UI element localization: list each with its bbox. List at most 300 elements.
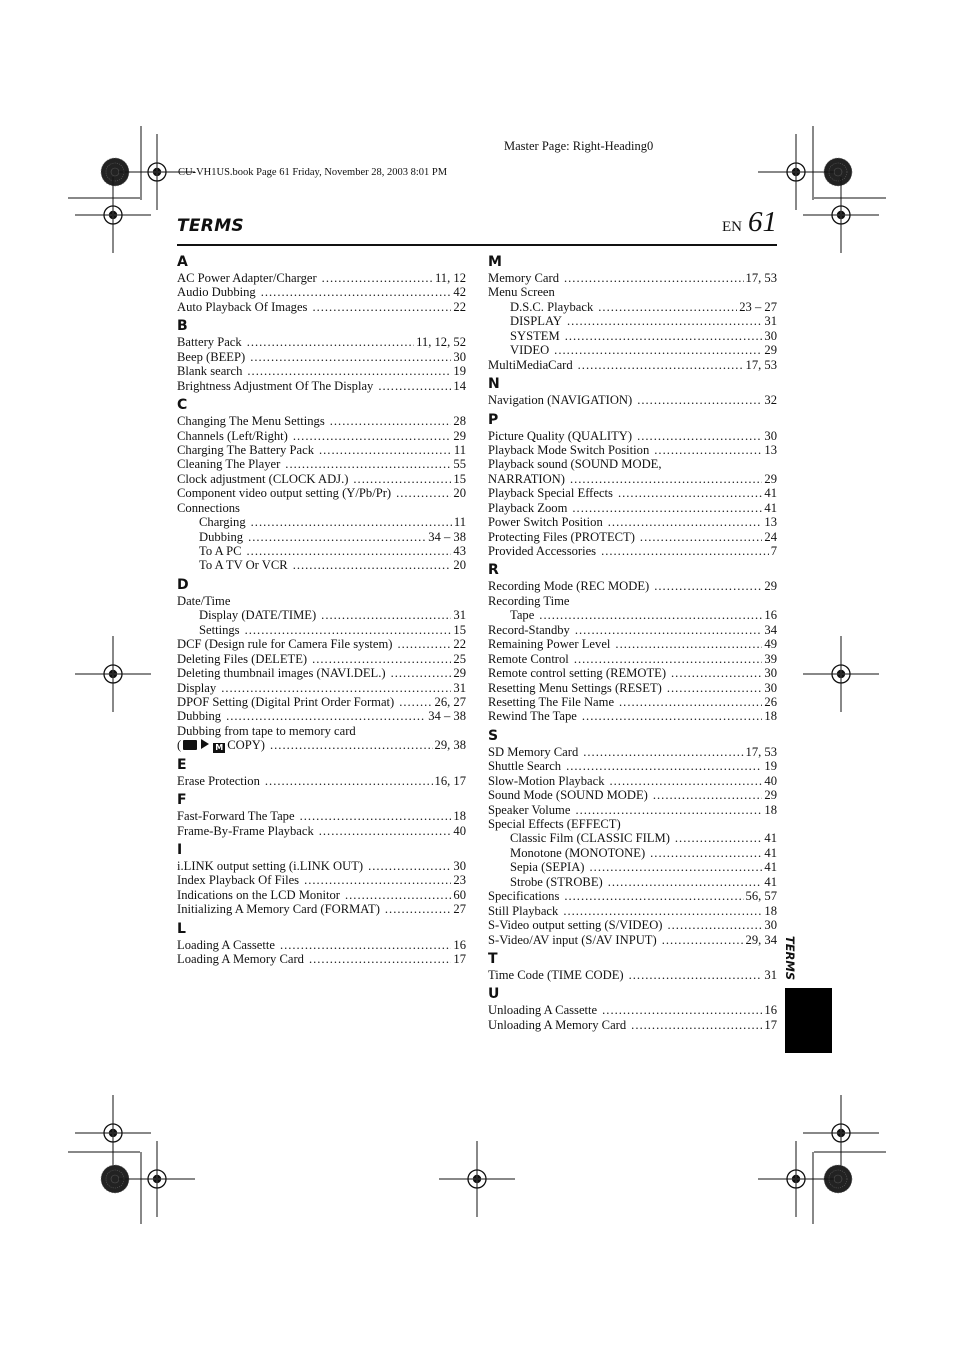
entry-term: S-Video/AV input (S/AV INPUT)	[488, 932, 657, 947]
dot-leader	[248, 530, 426, 544]
index-section-m	[488, 253, 777, 372]
dot-leader	[637, 429, 762, 443]
entry-term: Loading A Cassette	[177, 937, 275, 952]
entry-pages: 22	[453, 637, 466, 652]
entry-pages: 41	[764, 874, 777, 889]
dot-leader	[300, 809, 452, 823]
index-entry	[177, 695, 466, 709]
dot-leader	[671, 666, 762, 680]
dot-leader	[368, 859, 451, 873]
section-letter: D	[177, 576, 189, 593]
entry-pages: 30	[453, 349, 466, 364]
dot-leader	[574, 652, 763, 666]
entry-term: DPOF Setting (Digital Print Order Format)	[177, 694, 395, 709]
entry-term: Special Effects (EFFECT)	[488, 817, 621, 831]
index-entry	[177, 709, 466, 723]
index-entry	[488, 623, 777, 637]
entry-term: Memory Card	[488, 271, 559, 285]
dot-leader	[563, 904, 762, 918]
registration-mark-bottom-right	[758, 1095, 886, 1224]
entry-term: Component video output setting (Y/Pb/Pr)	[177, 486, 392, 501]
index-section-f	[177, 791, 466, 838]
entry-term: Playback Mode Switch Position	[488, 442, 650, 457]
index-entry	[488, 457, 777, 471]
entry-pages: 23	[453, 873, 466, 888]
entry-pages: 30	[764, 680, 777, 695]
entry-pages: 29	[453, 666, 466, 681]
entry-pages: 14	[453, 378, 466, 393]
dot-leader	[247, 544, 452, 558]
entry-pages: 40	[764, 773, 777, 788]
dot-leader	[662, 933, 744, 947]
entry-pages: 11	[453, 515, 466, 530]
dot-leader	[570, 472, 762, 486]
index-entry	[177, 544, 466, 558]
dot-leader	[668, 918, 763, 932]
entry-term: Beep (BEEP)	[177, 349, 246, 364]
entry-term: Monotone (MONOTONE)	[510, 845, 646, 860]
entry-pages: 34	[764, 622, 777, 637]
memory-card-icon: M	[213, 743, 225, 752]
entry-term: Protecting Files (PROTECT)	[488, 529, 635, 544]
entry-term: Still Playback	[488, 903, 559, 918]
index-entry	[488, 652, 777, 666]
registration-mark-middle-right	[803, 636, 879, 712]
dot-leader	[575, 803, 762, 817]
entry-term: Dubbing from tape to memory card	[177, 723, 356, 738]
entry-term: Deleting thumbnail images (NAVI.DEL.)	[177, 666, 386, 681]
entry-term: Erase Protection	[177, 773, 260, 788]
entry-pages: 13	[764, 442, 777, 457]
entry-pages: 18	[764, 709, 777, 724]
index-entry	[177, 515, 466, 529]
entry-term: Channels (Left/Right)	[177, 428, 288, 443]
dot-leader	[265, 774, 433, 788]
section-letter: T	[488, 950, 498, 967]
dot-leader	[385, 902, 452, 916]
page-header	[177, 206, 777, 246]
entry-pages: 42	[453, 285, 466, 300]
entry-pages: 17, 53	[745, 271, 777, 285]
entry-pages: 30	[764, 428, 777, 443]
dot-leader	[345, 888, 451, 902]
index-section-t	[488, 950, 777, 982]
entry-term: SYSTEM	[510, 328, 560, 343]
entry-term: Resetting Menu Settings (RESET)	[488, 680, 662, 695]
dot-leader	[554, 343, 762, 357]
dot-leader	[654, 443, 762, 457]
index-entry	[177, 637, 466, 651]
index-section-r	[488, 561, 777, 723]
book-info-slug: CU-VH1US.book Page 61 Friday, November 28, 2003 8:01 PM	[178, 167, 448, 178]
dot-leader	[330, 414, 452, 428]
index-entry	[488, 314, 777, 328]
dot-leader	[564, 271, 744, 285]
entry-pages: 18	[764, 802, 777, 817]
index-entry	[488, 831, 777, 845]
index-entry	[488, 889, 777, 903]
index-entry	[177, 902, 466, 916]
entry-term: Connections	[177, 500, 240, 515]
index-entry	[177, 414, 466, 428]
entry-term: Charging	[199, 515, 246, 530]
entry-term: Display (DATE/TIME)	[199, 608, 317, 623]
dot-leader	[583, 745, 743, 759]
dot-leader	[629, 968, 763, 982]
dot-leader	[654, 579, 762, 593]
entry-term: Fast-Forward The Tape	[177, 809, 295, 824]
entry-pages: 25	[453, 651, 466, 666]
entry-pages: 16	[453, 937, 466, 952]
entry-term: S-Video output setting (S/VIDEO)	[488, 918, 663, 933]
index-entry	[177, 608, 466, 622]
dot-leader	[221, 681, 451, 695]
index-entry	[488, 759, 777, 773]
entry-pages: 43	[453, 544, 466, 558]
entry-term: VIDEO	[510, 343, 550, 358]
dot-leader	[608, 875, 763, 889]
entry-term: Audio Dubbing	[177, 285, 256, 300]
entry-term: Shuttle Search	[488, 759, 562, 774]
index-entry	[177, 873, 466, 887]
entry-term: Unloading A Memory Card	[488, 1017, 627, 1032]
dot-leader	[319, 824, 452, 838]
entry-term: COPY)	[227, 738, 265, 753]
dot-leader	[565, 329, 763, 343]
entry-pages: 22	[453, 299, 466, 314]
index-entry	[177, 364, 466, 378]
index-entry	[177, 859, 466, 873]
entry-pages: 30	[764, 918, 777, 933]
section-letter: P	[488, 411, 499, 428]
index-entry	[488, 429, 777, 443]
registration-mark-middle-left	[75, 636, 151, 712]
entry-term: Remote control setting (REMOTE)	[488, 666, 667, 681]
dot-leader	[619, 695, 762, 709]
index-entry	[488, 803, 777, 817]
index-entry	[488, 918, 777, 932]
entry-term: Speaker Volume	[488, 802, 571, 817]
entry-term: Recording Time	[488, 593, 570, 608]
section-letter: A	[177, 254, 188, 270]
index-entry	[177, 938, 466, 952]
section-letter: R	[488, 562, 499, 579]
index-entry	[488, 594, 777, 608]
index-entry	[488, 860, 777, 874]
entry-pages: 31	[453, 680, 466, 695]
dot-leader	[378, 379, 451, 393]
section-letter: M	[488, 254, 502, 270]
dot-leader	[247, 364, 451, 378]
dot-leader	[675, 831, 763, 845]
entry-pages: 19	[453, 364, 466, 379]
entry-term: Navigation (NAVIGATION)	[488, 393, 633, 408]
dot-leader	[321, 608, 451, 622]
entry-term: Changing The Menu Settings	[177, 414, 325, 429]
entry-term: i.LINK output setting (i.LINK OUT)	[177, 859, 364, 873]
entry-pages: 16, 17	[434, 773, 466, 788]
dot-leader	[564, 889, 743, 903]
entry-term: SD Memory Card	[488, 744, 579, 759]
master-page-label: Master Page: Right-Heading0	[504, 139, 654, 153]
entry-term: To A PC	[199, 544, 242, 558]
dot-leader	[319, 443, 452, 457]
page-number: 61	[748, 206, 777, 238]
section-letter: F	[177, 792, 187, 809]
index-section-e	[177, 756, 466, 788]
dot-leader	[251, 515, 452, 529]
index-entry	[177, 888, 466, 902]
dot-leader	[261, 285, 452, 299]
index-entry	[177, 335, 466, 349]
entry-pages: 39	[764, 651, 777, 666]
index-entry	[177, 952, 466, 966]
index-section-l	[177, 920, 466, 967]
entry-pages: 29, 34	[745, 932, 777, 947]
index-entry	[488, 817, 777, 831]
section-letter: S	[488, 727, 499, 744]
entry-term: Rewind The Tape	[488, 709, 577, 724]
index-entry	[177, 652, 466, 666]
entry-term: AC Power Adapter/Charger	[177, 271, 317, 285]
entry-pages: 30	[764, 328, 777, 343]
arrow-right-icon	[201, 739, 209, 749]
entry-pages: 18	[453, 809, 466, 824]
index-entry	[177, 738, 466, 752]
entry-pages: 16	[764, 1003, 777, 1018]
entry-term: Date/Time	[177, 593, 231, 608]
dot-leader	[322, 271, 433, 285]
index-entry	[488, 544, 777, 558]
entry-term: To A TV Or VCR	[199, 558, 288, 573]
index-section-d	[177, 576, 466, 753]
dot-leader	[640, 530, 762, 544]
entry-term: Sound Mode (SOUND MODE)	[488, 788, 648, 803]
dot-leader	[245, 623, 452, 637]
index-entry	[177, 824, 466, 838]
entry-term: Clock adjustment (CLOCK ADJ.)	[177, 471, 349, 486]
entry-pages: 29	[764, 471, 777, 486]
section-letter: E	[177, 756, 187, 773]
dot-leader	[312, 300, 451, 314]
index-entry	[177, 486, 466, 500]
index-entry	[177, 300, 466, 314]
index-entry	[488, 709, 777, 723]
dot-leader	[226, 709, 426, 723]
entry-pages: 7	[770, 544, 777, 558]
index-entry	[177, 558, 466, 572]
section-letter: C	[177, 397, 188, 414]
section-letter: I	[177, 842, 183, 858]
entry-term: Battery Pack	[177, 335, 242, 350]
dot-leader	[353, 472, 451, 486]
dot-leader	[293, 429, 452, 443]
entry-term-with-icons: ( M COPY)	[177, 738, 265, 753]
entry-pages: 29	[453, 428, 466, 443]
dot-leader	[247, 335, 414, 349]
dot-leader	[582, 709, 763, 723]
index-section-s	[488, 727, 777, 947]
entry-pages: 31	[764, 314, 777, 329]
dot-leader	[391, 666, 452, 680]
entry-term: DISPLAY	[510, 314, 563, 329]
entry-term: Playback sound (SOUND MODE,	[488, 457, 662, 472]
entry-term: Picture Quality (QUALITY)	[488, 428, 633, 443]
entry-term: Specifications	[488, 889, 560, 904]
index-entry	[488, 774, 777, 788]
dot-leader	[566, 759, 762, 773]
index-entry	[177, 809, 466, 823]
index-entry	[488, 271, 777, 285]
index-entry	[488, 788, 777, 802]
index-entry	[488, 343, 777, 357]
entry-pages: 41	[764, 845, 777, 860]
entry-term: Brightness Adjustment Of The Display	[177, 378, 374, 393]
dot-leader	[637, 393, 762, 407]
entry-term: Blank search	[177, 364, 243, 379]
index-entry	[177, 443, 466, 457]
index-entry	[177, 594, 466, 608]
side-tab-label	[782, 936, 800, 984]
entry-pages: 32	[764, 393, 777, 408]
entry-term: Auto Playback Of Images	[177, 299, 308, 314]
dot-leader	[578, 358, 744, 372]
entry-pages: 30	[764, 666, 777, 681]
entry-pages: 60	[453, 887, 466, 902]
dot-leader	[304, 873, 451, 887]
entry-term: Display	[177, 680, 217, 695]
entry-term: Settings	[199, 622, 240, 637]
section-letter: L	[177, 920, 186, 937]
entry-term: Index Playback Of Files	[177, 873, 300, 888]
page-number-block	[722, 206, 777, 239]
index-section-u	[488, 985, 777, 1032]
dot-leader	[618, 486, 762, 500]
entry-pages: 11	[453, 442, 466, 457]
index-section-c	[177, 396, 466, 573]
entry-term: Playback Zoom	[488, 500, 568, 515]
entry-pages: 26, 27	[434, 694, 466, 709]
index-entry	[488, 875, 777, 889]
entry-term: Frame-By-Frame Playback	[177, 823, 314, 838]
entry-pages: 31	[764, 967, 777, 982]
section-letter: U	[488, 986, 500, 1003]
dot-leader	[575, 623, 763, 637]
entry-pages: 17, 53	[745, 357, 777, 372]
entry-pages: 24	[764, 529, 777, 544]
index-entry	[177, 457, 466, 471]
entry-term: NARRATION)	[488, 471, 565, 486]
entry-term: Charging The Battery Pack	[177, 442, 314, 457]
entry-pages: 41	[764, 831, 777, 846]
index-entry	[488, 1003, 777, 1017]
entry-term: Playback Special Effects	[488, 486, 613, 501]
entry-pages: 41	[764, 500, 777, 515]
entry-pages: 23 – 27	[739, 299, 777, 314]
entry-term: Classic Film (CLASSIC FILM)	[510, 831, 670, 846]
index-entry	[488, 1018, 777, 1032]
entry-pages: 11, 12	[434, 271, 466, 285]
dot-leader	[399, 695, 432, 709]
dot-leader	[285, 457, 451, 471]
entry-term: Remote Control	[488, 651, 569, 666]
dot-leader	[650, 846, 762, 860]
entry-pages: 29	[764, 343, 777, 358]
entry-term: Resetting The File Name	[488, 694, 615, 709]
index-entry	[488, 358, 777, 372]
entry-pages: 17	[453, 952, 466, 967]
index-entry	[177, 350, 466, 364]
index-entry	[488, 681, 777, 695]
index-entry	[488, 285, 777, 299]
entry-term: Menu Screen	[488, 285, 555, 300]
entry-pages: 55	[453, 457, 466, 472]
index-section-p	[488, 411, 777, 559]
section-letter: B	[177, 318, 188, 335]
index-column-left	[177, 253, 466, 967]
entry-term: Sepia (SEPIA)	[510, 860, 585, 875]
registration-mark-bottom-center	[439, 1141, 515, 1217]
index-entry	[488, 329, 777, 343]
entry-pages: 16	[764, 608, 777, 623]
entry-pages: 27	[453, 902, 466, 917]
dot-leader	[539, 608, 762, 622]
dot-leader	[280, 938, 451, 952]
side-tab-text: TERMS	[783, 935, 798, 981]
index-column-right	[488, 253, 777, 1032]
index-entry	[488, 666, 777, 680]
index-entry	[177, 271, 466, 285]
entry-pages: 29, 38	[434, 738, 466, 753]
index-entry	[488, 472, 777, 486]
index-entry	[488, 515, 777, 529]
dot-leader	[312, 652, 451, 666]
entry-term: Time Code (TIME CODE)	[488, 967, 624, 982]
index-entry	[488, 300, 777, 314]
entry-term: Dubbing	[199, 529, 244, 544]
index-entry	[488, 501, 777, 515]
index-section-i	[177, 841, 466, 917]
dot-leader	[608, 515, 763, 529]
entry-term: Record-Standby	[488, 622, 570, 637]
entry-pages: 18	[764, 903, 777, 918]
entry-pages: 29	[764, 579, 777, 594]
index-section-n	[488, 375, 777, 407]
index-entry	[488, 530, 777, 544]
index-entry	[488, 393, 777, 407]
dot-leader	[598, 300, 737, 314]
entry-pages: 28	[453, 414, 466, 429]
dot-leader	[653, 788, 763, 802]
index-entry	[177, 501, 466, 515]
index-entry	[488, 608, 777, 622]
entry-term: Tape	[510, 608, 535, 623]
entry-term: Cleaning The Player	[177, 457, 281, 472]
language-code: EN	[722, 219, 742, 235]
index-entry	[177, 774, 466, 788]
index-entry	[177, 379, 466, 393]
tape-icon	[183, 740, 197, 750]
index-entry	[488, 846, 777, 860]
index-entry	[177, 724, 466, 738]
entry-pages: 30	[453, 859, 466, 873]
entry-term: Slow-Motion Playback	[488, 773, 605, 788]
entry-term: Power Switch Position	[488, 515, 603, 530]
entry-pages: 41	[764, 486, 777, 501]
side-tab-marker	[785, 988, 832, 1053]
index-entry	[488, 579, 777, 593]
entry-pages: 31	[453, 608, 466, 623]
